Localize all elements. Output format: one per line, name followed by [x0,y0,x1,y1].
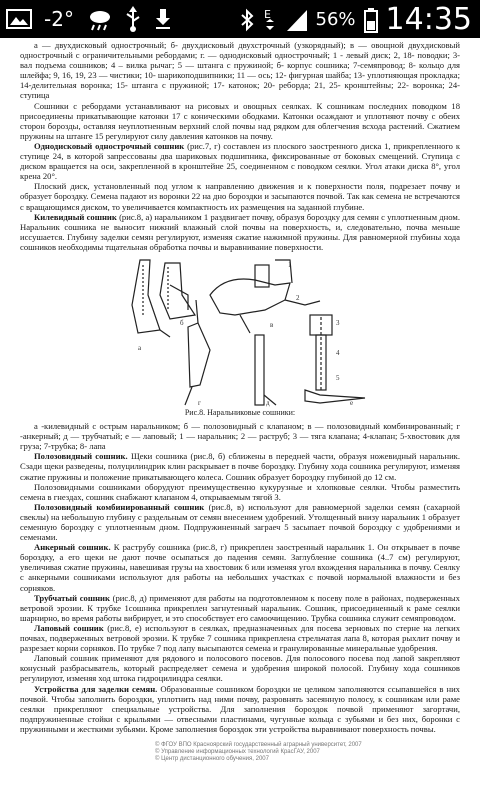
svg-text:E: E [263,7,271,21]
paragraph-single-disc [20,141,460,181]
paragraph-runner-usage: Полозовидными сошниками оборудуют преимущественно кукурузные и хлопковые сеялки. Чтобы разместить семена в гнездах, сошник снабжают клапаном 4, открываемым тягой 3. [20,481,460,502]
sim-icon [262,6,278,34]
usb-icon [124,6,142,32]
figure-legend: а -килевидный с острым наральником; б — полозовидный с клапаном; в — полозовидный комбинированный; г -анкерный; д — трубчатый; е — лаповый; 1 — наральник; 2 — раструб; 3 — тяга клапана; 4-клапан; 5-хвостовик для груза; 7-трубка; 8- лапа [20,421,460,452]
svg-text:4: 4 [336,348,340,357]
term-single-disc: Однодисковый однострочный сошник [34,140,185,151]
term-combined: Полозовидный комбинированный сошник [34,501,205,512]
svg-text:б: б [180,318,184,327]
paragraph-runner-text: Щеки сошника (рис.8, б) сближены в передней части, образуя ножевидный наральник. Сзади щеки разведены, полуцилиндрик клин раскрывает в почве бороздку. Глубину хода сошника регулируют, изменяя сжатие пружины и положение прикатывающего колеса. Сошник образует бороздку глубиной до 12 см. [20,451,460,482]
paragraph-single-disc-text: (рис.7, г) составлен из плоского заостренного диска 1, прикрепленного к ступице 24, в которой запрессованы два шариковых подшипника, фиксированные от боковых смещений. Ступица с диском вращается на оси, закрепленной в кронштейне 25, соединенном с поводком сеялки. Угол атаки диска 8°, угол крена 20°. [20,140,460,182]
figure-caption: Рис.8. Наральниковые сошники: [184,407,296,417]
svg-text:д: д [266,398,270,407]
status-left [6,6,172,32]
paragraph-shovel-usage: Лаповый сошник применяют для рядового и полосового посевов. Для полосового посева под лапой закрепляют конусный разбрасыватель, который распределяет семена и удобрения широкой полосой. Глубину хода сошников регулируют, изменяя ход штока гидроцилиндра сеялки. [20,653,460,684]
paragraph-flat-disc: Плоский диск, установленный под углом к направлению движения и к поверхности поля, подрезает почву и образует бороздку. Семена падают из воронки 22 на дно бороздки и засыпаются почвой. Так как семена не встречаются с вращающимся диском, то увеличивается компактность их размещения на заданной глубине. [20,181,460,212]
paragraph-tube-text: (рис.8, д) применяют для работы на подготовленном к посеву поле в районах, подверженных ветровой эрозии. К трубке 1сошника прикреплен загнутенный наральник. Сошник, присоединенный к раме сеялки шарнирно, во время работы вибрирует, и это способствует его самоочищению. Трубка сошника служит семяпроводом. [20,592,460,623]
paragraph-shovel-text: (рис.8, е) используют в сеялках, предназначенных для посева зерновых по стерне на легких почвах, подверженных ветровой эрозии. К трубке 7 сошника прикреплена стрельчатая лапа 8, которая рыхлит почву и разрезает корни сорняков. По трубке 7 под лапу высыпаются семена и гранулированные минеральные удобрения. [20,622,460,654]
term-runner: Полозовидный сошник. [34,451,128,462]
status-right [240,2,472,37]
gallery-icon [6,9,32,29]
clock-text: 14:35 [385,2,472,37]
footer-line-1: © ФГОУ ВПО Красноярский государственный аграрный университет, 2007 [155,742,362,748]
battery-icon [364,7,378,33]
download-icon [154,7,172,31]
document-viewer[interactable] [0,38,480,800]
paragraph-reborda: Сошники с ребордами устанавливают на рисовых и овощных сеялках. К сошникам последних поводком 18 присоединены прикатывающие катонки 17 с коническими ободками. Катонки осаждают и уплотняют почву с обеих сторон борозды, оставляя неуплотненным верхний слой почвы над рядком для облегчения всхода растений. Сжатием пружины на штанге 15 регулируют силу давления катонков на почву. [20,100,460,141]
legend-paragraph: а — двухдисковый однострочный; б- двухдисковый двухстрочный (узкорядный); в — овощной двухдисковый однострочный с ограничительными ребордами; г. — однодисковый однострочный; 1 - левый диск; 2, 18- поводки; 3- вал подъема сошников; 4 – вилка рычаг; 5 — штанга с пружиной; б- корпус сошника; 7-семяпровод; 8- кольцо для шлейфа; 9, 16, 19, 23 — чистики; 10- шарикоподшипники; 11 — ось; 12- фигурная шайба; 13- уплотняющая прокладка; 14-делительная воронка; 15- штанга с пружиной; 17- катонок; 20- реборда; 21, 25- кронштейны; 22- воронка; 24- ступица [20,40,460,101]
signal-icon [286,8,308,32]
footer-line-3: © Центр дистанционного обучения, 2007 [155,756,269,762]
svg-text:3: 3 [336,318,340,327]
svg-text:г: г [198,398,201,407]
status-bar [0,0,480,38]
tube-coulter-drawing [255,335,276,405]
keel-coulter-drawing [132,260,170,337]
term-anchor: Анкерный сошник. [34,542,111,553]
paragraph-combined [20,502,460,542]
weather-icon [86,7,112,31]
svg-text:е: е [350,398,354,407]
temperature-text: -2° [44,7,74,31]
battery-percent-text: 56% [315,9,356,30]
paragraph-combined-text: (рис.8, в) используют для равномерной заделки семян (сахарной свеклы) на небольшую глубину с раздельным от семян внесением удобрений. Утолщенный внизу наральник 1 образует семенную бороздку с уплотненным дном. Подпружиненный заграеч 5 засыпает почвой бороздку с удобрениями и семенами. [20,501,460,543]
term-keel: Килевидный сошник [34,211,117,222]
paragraph-seed-covering [20,684,460,734]
coulter-drawing [20,255,460,407]
svg-text:2: 2 [296,293,300,302]
paragraph-tube [20,593,460,623]
paragraph-keel-text: (рис.8, а) наральником 1 раздвигает почву, образуя бороздку для семян с уплотненным дном. Наральник сошника не выносит нижний влажный слой почвы на поверхность, и, следовательно, почва меньше иссушается. Глубину заделки семян регулируют, изменяя сжатие нажимной пружины. Для равномерной глубины хода сошников необходимы тщательная обработка почвы и выравнивание поверхности. [20,211,460,252]
runner-coulter-drawing [160,263,195,319]
paragraph-shovel [20,623,460,653]
document-page [20,40,460,734]
figure-8 [20,255,460,407]
svg-text:5: 5 [336,373,340,382]
term-tube: Трубчатый сошник [34,592,110,603]
paragraph-anchor-text: К раструбу сошника (рис.8, г) прикреплен заостренный наральник 1. Он открывает в почве бороздку, а его щеки не дают почве осыпаться до падения семян. Заглубление сошника (4..7 см) регулируют, увеличивая сжатие пружины, навешивая грузы на хвостовик 6 или изменяя угол вхождения наральника в почву. Сеялку с анкерными сошниками используют для работы на небольших участках с почвой нормальной влажности и без сорняков. [20,542,460,593]
paragraph-runner [20,451,460,481]
paragraph-keel [20,212,460,252]
paragraph-anchor [20,542,460,592]
svg-text:1: 1 [288,260,292,269]
svg-text:a: a [138,343,142,352]
page-footer [155,742,385,763]
shovel-coulter-drawing [305,315,365,403]
footer-line-2: © Управление информационных технологий КрасГАУ, 2007 [155,749,320,755]
paragraph-seed-covering-text: Образованные сошником бороздки не целиком заполняются ссыпавшейся в них почвой. Чтобы заполнить бороздки, уплотнить над ними почву, разровнять засеянную полосу, к сошникам или раме сеялки прикрепляют специальные устройства. Для заполнения бороздок почвой применяют загортачи, подпружиненные стойки с крыльями — отвесными пластинами, чугунные кольца с зубьями и без них, боронки с пружинными и жесткими зубьями. Кроме заполнения бороздок эти устройства выравнивают поверхность почвы. [20,683,460,734]
bluetooth-icon [240,8,254,32]
term-shovel: Лаповый сошник [34,622,104,633]
combined-coulter-drawing [210,260,320,333]
term-seed-covering: Устройства для заделки семян. [34,683,158,694]
svg-text:в: в [270,320,274,329]
